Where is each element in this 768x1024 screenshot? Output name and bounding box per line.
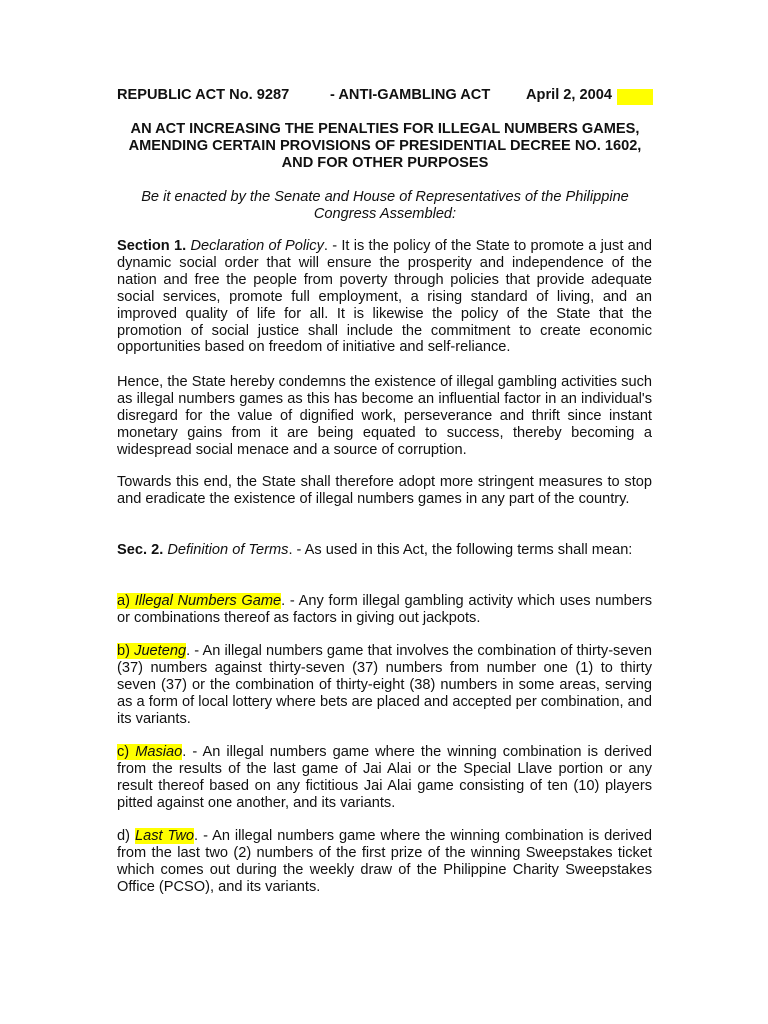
document-header xyxy=(117,87,653,107)
paragraph-towards: Towards this end, the State shall therefore adopt more stringent measures to stop and eradicate the existence of illegal numbers games in any part of the country. xyxy=(117,474,652,507)
definition-c-text: . - An illegal numbers game where the winning combination is derived from the results of the last game of Jai Alai or the Special Llave portion or any result thereof based on any fictitious Jai Alai game consisting of ten (10) players pitted against one another, and its variants. xyxy=(117,744,653,811)
definition-a-marker: a) xyxy=(117,593,135,609)
definition-b-term: Jueteng xyxy=(134,643,187,659)
section-1-text: . - It is the policy of the State to promote a just and dynamic social order that will ensure the prosperity and independence of the nation and free the people from poverty through policies that provide adequate social services, promote full employment, a rising standard of living, and an improved quality of life for all. It is likewise the policy of the State that the promotion of social justice shall include the commitment to create economic opportunities based on freedom of initiative and self-reliance. xyxy=(117,238,653,356)
section-1-label: Section 1. xyxy=(117,238,187,254)
enacting-clause: Be it enacted by the Senate and House of Representatives of the Philippine Congress Assembled: xyxy=(141,189,629,222)
definition-d-text: . - An illegal numbers game where the winning combination is derived from the last two (2) numbers of the first prize of the winning Sweepstakes ticket which comes out during the weekly draw of the Philippine Charity Sweepstakes Office (PCSO), and its variants. xyxy=(117,828,653,895)
section-2-text: . - As used in this Act, the following terms shall mean: xyxy=(288,542,633,558)
paragraph-hence: Hence, the State hereby condemns the existence of illegal gambling activities such as illegal numbers games as this has become an influential factor in an individual's disregard for the value of dignified work, perseverance and thrift since instant monetary gains from it are being equated to success, thereby becoming a widespread social menace and a source of corruption. xyxy=(117,374,652,458)
section-1-heading: Declaration of Policy xyxy=(190,238,324,254)
definition-b xyxy=(117,643,652,728)
definition-d-term-highlight xyxy=(135,828,194,844)
definition-a xyxy=(117,593,652,627)
definition-a-term: Illegal Numbers Game xyxy=(134,593,282,609)
section-2-label: Sec. 2. xyxy=(117,542,164,558)
definition-d xyxy=(117,828,652,896)
section-2-heading: Definition of Terms xyxy=(167,542,289,558)
definition-c-term: Masiao xyxy=(135,744,183,760)
act-date: April 2, 2004 xyxy=(526,87,612,103)
definition-b-text: . - An illegal numbers game that involves the combination of thirty-seven (37) numbers against thirty-seven (37) numbers from number one (1) to thirty seven (37) or the combination of thirty-eight (38) numbers in some areas, serving as a form of local lottery where bets are placed and accepted per combination, and its variants. xyxy=(117,643,653,727)
act-name: - ANTI-GAMBLING ACT xyxy=(330,87,491,103)
definition-d-marker: d) xyxy=(117,828,135,844)
definition-b-term-highlight xyxy=(117,643,186,659)
definition-c xyxy=(117,744,652,812)
section-1 xyxy=(117,238,652,356)
definition-a-term-highlight xyxy=(117,593,281,609)
definition-c-term-highlight xyxy=(117,744,182,760)
act-title: AN ACT INCREASING THE PENALTIES FOR ILLEGAL NUMBERS GAMES, AMENDING CERTAIN PROVISIONS OF PRESIDENTIAL DECREE NO. 1602, AND FOR OTHER PURPOSES xyxy=(128,121,642,171)
definition-b-marker: b) xyxy=(117,643,135,659)
act-number: REPUBLIC ACT No. 9287 xyxy=(117,87,290,103)
definition-d-term: Last Two xyxy=(134,828,195,844)
definition-a-text: . - Any form illegal gambling activity which uses numbers or combinations thereof as factors in giving out jackpots. xyxy=(117,593,653,626)
definition-c-marker: c) xyxy=(117,744,136,760)
section-2 xyxy=(117,542,652,559)
